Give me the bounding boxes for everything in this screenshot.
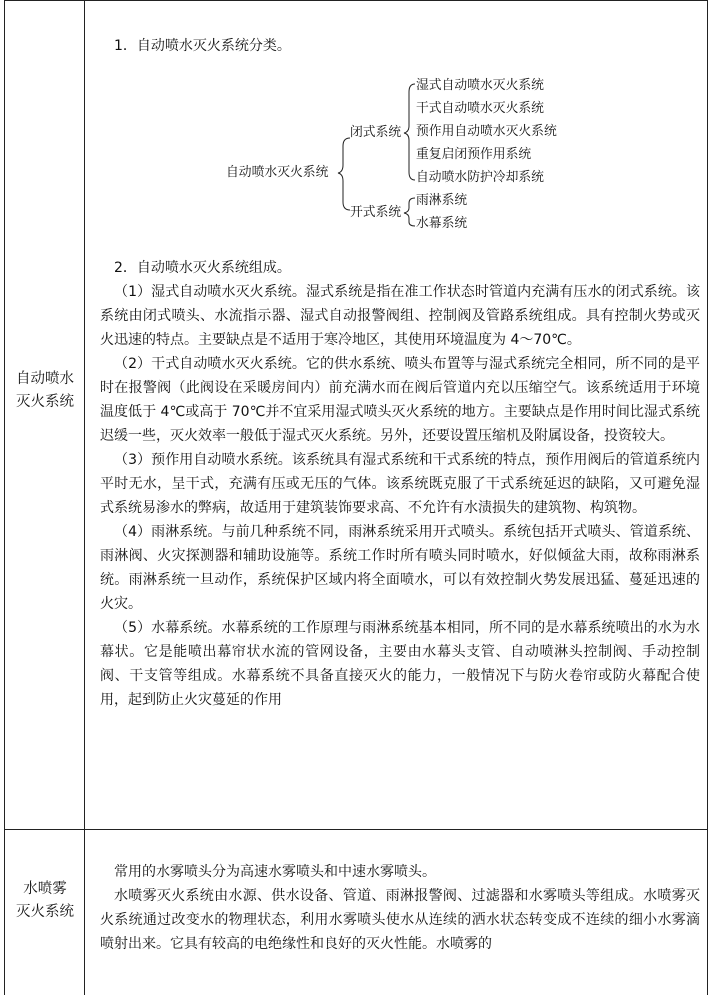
- paragraph-spray-composition: 水喷雾灭火系统由水源、供水设备、管道、雨淋报警阀、过滤器和水雾喷头等组成。水喷雾灭火系统通过改变水的物理状态，利用水雾喷头使水从连续的洒水状态转变成不连续的细小水雾滴喷射出来。它具有较高的电绝缘性和良好的灭火性能。水喷雾的: [100, 888, 700, 952]
- heading-text: 2．自动喷水灭火系统组成。: [114, 260, 291, 276]
- row-label-line: 灭火系统: [16, 394, 74, 410]
- paragraph-water-curtain-system: （5）水幕系统。水幕系统的工作原理与雨淋系统基本相同，所不同的是水幕系统喷出的水为水幕状。它是能喷出幕帘状水流的管网设备，主要由水幕头支管、自动喷淋头控制阀、手动控制阀、干支管等组成。水幕系统不具备直接灭火的能力，一般情况下与防火卷帘或防火幕配合使用，起到防止火灾蔓延的作用: [100, 620, 700, 708]
- tree-leaf: 重复启闭预作用系统: [416, 147, 532, 162]
- tree-root: 自动喷水灭火系统: [226, 165, 329, 180]
- tree-leaf: 自动喷水防护冷却系统: [416, 170, 544, 185]
- paragraph-spray-nozzles: 常用的水雾喷头分为高速水雾喷头和中速水雾喷头。: [114, 864, 436, 880]
- classification-tree: [0, 0, 715, 250]
- paragraph-dry-system: （2）干式自动喷水灭火系统。它的供水系统、喷头布置等与湿式系统完全相同，所不同的是平时在报警阀（此阀设在采暖房间内）前充满水而在阀后管道内充以压缩空气。该系统适用于环境温度低于 4℃或高于 70℃并不宜采用湿式喷头灭火系统的地方。主要缺点是作用时间比湿式系统迟缓一些，灭火效率一般低于湿式灭火系统。另外，还要设置压缩机及附属设备，投资较大。: [100, 356, 700, 444]
- tree-leaf: 干式自动喷水灭火系统: [416, 101, 544, 116]
- tree-branch-open: 开式系统: [350, 205, 402, 220]
- row-label-line: 自动喷水: [16, 371, 74, 387]
- section-water-spray: [100, 860, 700, 956]
- row-label-water-spray: [6, 878, 84, 924]
- tree-leaf: 湿式自动喷水灭火系统: [416, 78, 544, 93]
- tree-branch-closed: 闭式系统: [350, 125, 402, 140]
- row-label-line: 水喷雾: [23, 881, 67, 897]
- section-composition: [100, 256, 700, 712]
- tree-leaf: 雨淋系统: [416, 193, 468, 208]
- paragraph-deluge-system: （4）雨淋系统。与前几种系统不同，雨淋系统采用开式喷头。系统包括开式喷头、管道系统、雨淋阀、火灾探测器和辅助设施等。系统工作时所有喷头同时喷水，好似倾盆大雨，故称雨淋系统。雨淋系统一旦动作，系统保护区域内将全面喷水，可以有效控制火势发展迅猛、蔓延迅速的火灾。: [100, 524, 700, 612]
- row-divider: [4, 829, 708, 830]
- tree-leaf: 水幕系统: [416, 216, 468, 231]
- tree-leaf: 预作用自动喷水灭火系统: [416, 124, 557, 139]
- paragraph-wet-system: （1）湿式自动喷水灭火系统。湿式系统是指在准工作状态时管道内充满有压水的闭式系统。该系统由闭式喷头、水流指示器、湿式自动报警阀组、控制阀及管路系统组成。具有控制火势或灭火迅速的特点。主要缺点是不适用于寒冷地区，其使用环境温度为 4～70℃。: [100, 284, 700, 348]
- row-label-sprinkler: [6, 368, 84, 414]
- row-label-line: 灭火系统: [16, 904, 74, 920]
- heading-text: 1．自动喷水灭火系统分类。: [114, 38, 291, 54]
- paragraph-preaction-system: （3）预作用自动喷水系统。该系统具有湿式系统和干式系统的特点，预作用阀后的管道系统内平时无水，呈干式，充满有压或无压的气体。该系统既克服了干式系统延迟的缺陷，又可避免湿式系统易渗水的弊病，故适用于建筑装饰要求高、不允许有水渍损失的建筑物、构筑物。: [100, 452, 700, 516]
